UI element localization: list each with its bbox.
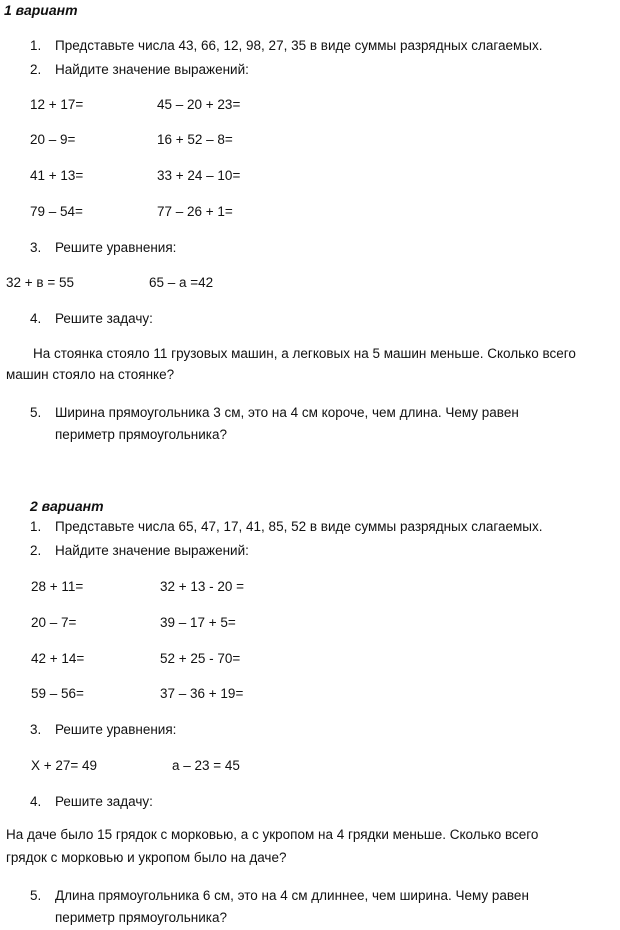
task-text: Решите задачу: bbox=[55, 794, 153, 809]
expression: 79 – 54= bbox=[30, 204, 83, 219]
task-number: 3. bbox=[30, 722, 42, 737]
variant2-task3 bbox=[30, 721, 176, 739]
variant1-task4 bbox=[30, 310, 153, 328]
variant1-task1 bbox=[30, 37, 543, 55]
expression: 42 + 14= bbox=[31, 651, 85, 666]
task-text: Решите уравнения: bbox=[55, 722, 177, 737]
equation: 65 – а =42 bbox=[149, 275, 214, 290]
task-number: 5. bbox=[30, 405, 42, 420]
expression: 32 + 13 - 20 = bbox=[160, 579, 245, 594]
task-text: Длина прямоугольника 6 см, это на 4 см длиннее, чем ширина. Чему равен bbox=[55, 888, 529, 903]
task-number: 5. bbox=[30, 888, 42, 903]
expression: 52 + 25 - 70= bbox=[160, 651, 241, 666]
expression: 20 – 9= bbox=[30, 132, 76, 147]
equation: а – 23 = 45 bbox=[172, 758, 240, 773]
expression: 45 – 20 + 23= bbox=[157, 97, 241, 112]
expression: 12 + 17= bbox=[30, 97, 84, 112]
task-text: Представьте числа 43, 66, 12, 98, 27, 35 в виде суммы разрядных слагаемых. bbox=[55, 38, 543, 53]
task-number: 1. bbox=[30, 519, 42, 534]
variant2-task4 bbox=[30, 793, 153, 811]
variant1-title: 1 вариант bbox=[4, 2, 78, 18]
problem-line: На стоянка стояло 11 грузовых машин, а легковых на 5 машин меньше. Сколько всего bbox=[33, 346, 576, 361]
problem-line: На даче было 15 грядок с морковью, а с укропом на 4 грядки меньше. Сколько всего bbox=[6, 827, 539, 842]
equation: 32 + в = 55 bbox=[6, 275, 74, 290]
task-text-continued: периметр прямоугольника? bbox=[55, 427, 227, 442]
task-number: 4. bbox=[30, 311, 42, 326]
expression: 41 + 13= bbox=[30, 168, 84, 183]
expression: 28 + 11= bbox=[31, 579, 84, 594]
equation: Х + 27= 49 bbox=[31, 758, 98, 773]
variant1-task2 bbox=[30, 61, 249, 79]
variant1-task5 bbox=[30, 404, 519, 422]
expression: 20 – 7= bbox=[31, 615, 77, 630]
expression: 59 – 56= bbox=[31, 686, 84, 701]
task-text-continued: периметр прямоугольника? bbox=[55, 910, 227, 925]
variant1-task3 bbox=[30, 239, 176, 257]
expression: 37 – 36 + 19= bbox=[160, 686, 244, 701]
variant2-task1 bbox=[30, 518, 543, 536]
variant2-task2 bbox=[30, 542, 249, 560]
expression: 33 + 24 – 10= bbox=[157, 168, 241, 183]
task-text: Решите задачу: bbox=[55, 311, 153, 326]
task-text: Ширина прямоугольника 3 см, это на 4 см короче, чем длина. Чему равен bbox=[55, 405, 519, 420]
variant2-task5 bbox=[30, 887, 529, 905]
problem-line: машин стояло на стоянке? bbox=[6, 367, 175, 382]
task-number: 4. bbox=[30, 794, 42, 809]
expression: 39 – 17 + 5= bbox=[160, 615, 236, 630]
variant2-title: 2 вариант bbox=[30, 498, 104, 514]
task-number: 3. bbox=[30, 240, 42, 255]
task-text: Найдите значение выражений: bbox=[55, 62, 249, 77]
task-number: 2. bbox=[30, 543, 42, 558]
task-number: 1. bbox=[30, 38, 42, 53]
task-text: Решите уравнения: bbox=[55, 240, 177, 255]
task-number: 2. bbox=[30, 62, 42, 77]
expression: 77 – 26 + 1= bbox=[157, 204, 233, 219]
task-text: Представьте числа 65, 47, 17, 41, 85, 52 в виде суммы разрядных слагаемых. bbox=[55, 519, 543, 534]
expression: 16 + 52 – 8= bbox=[157, 132, 233, 147]
task-text: Найдите значение выражений: bbox=[55, 543, 249, 558]
problem-line: грядок с морковью и укропом было на даче? bbox=[6, 850, 287, 865]
